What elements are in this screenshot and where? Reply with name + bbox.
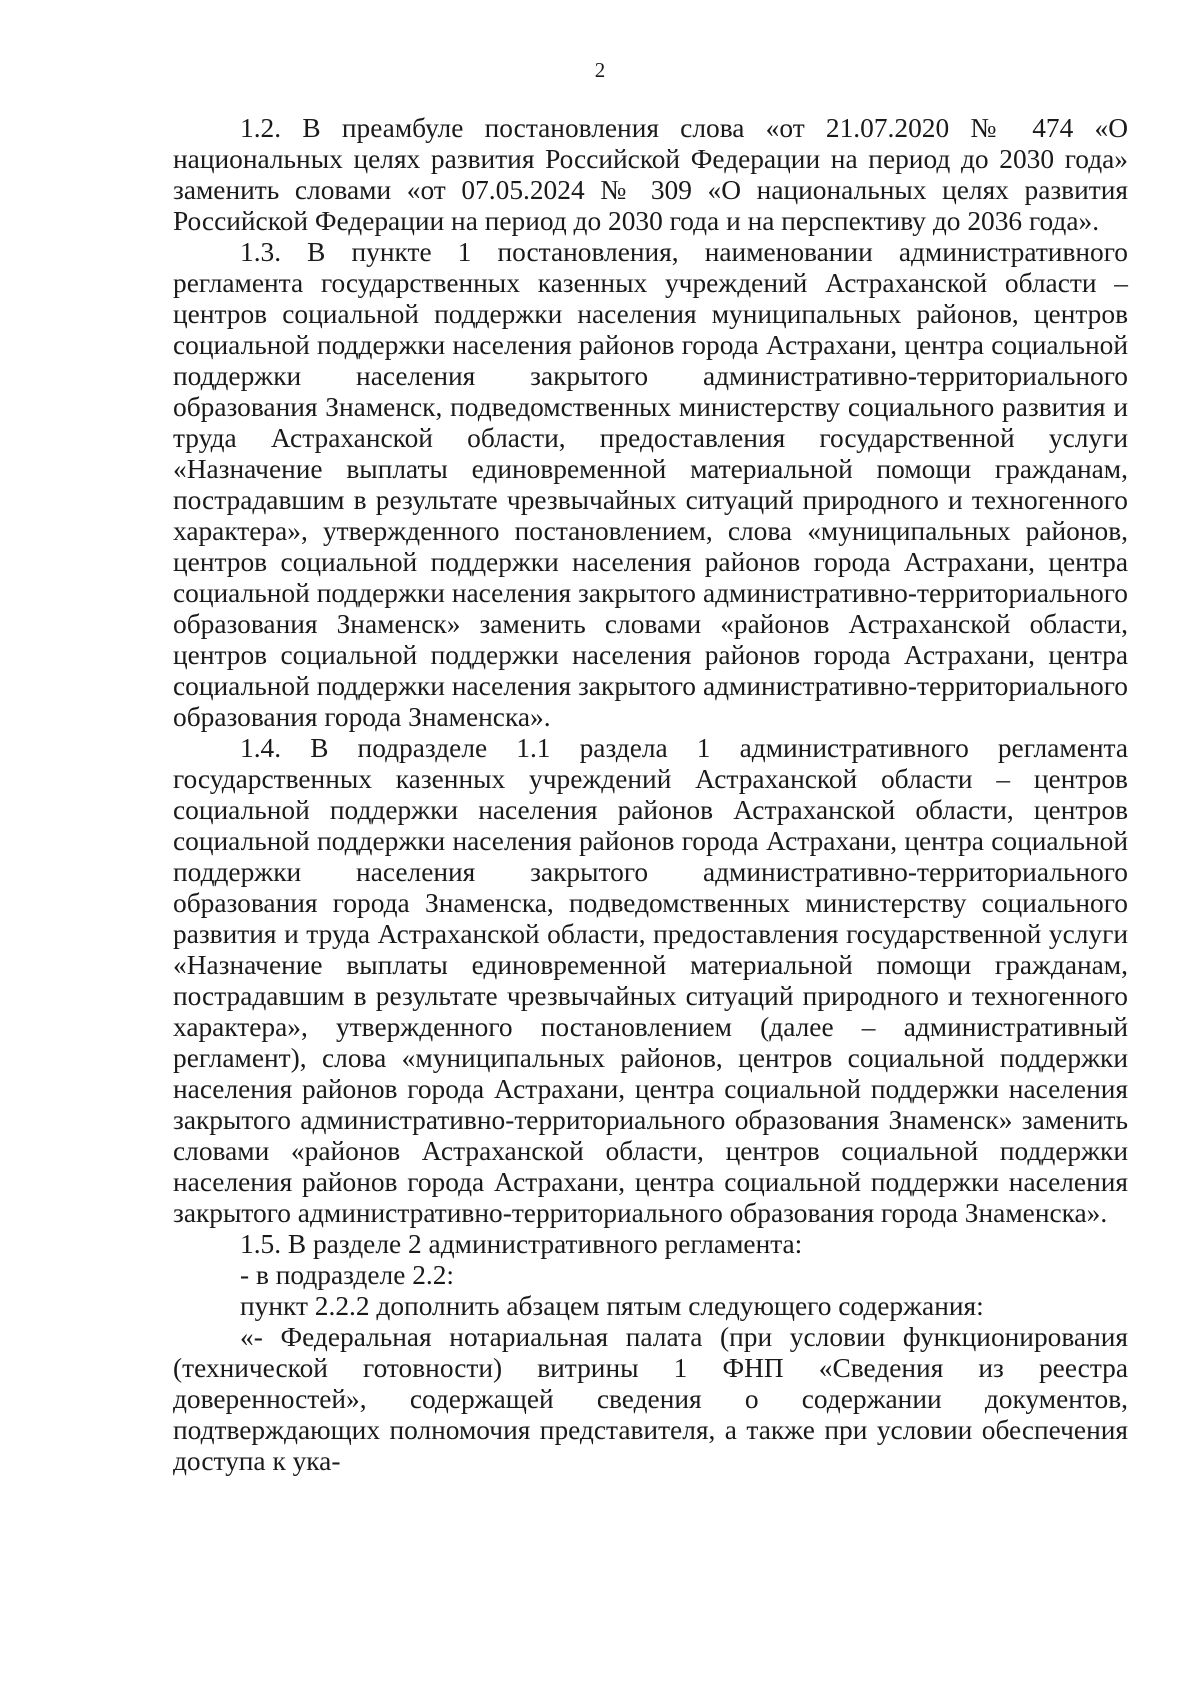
paragraph-notary-chamber: «- Федеральная нотариальная палата (при условии функционирования (технической готовности) витрины 1 ФНП «Сведения из реестра доверенностей», содержащей сведения о содержании документов, подтверждающих полномочия представителя, а также при условии обеспечения доступа к ука- <box>173 1322 1128 1476</box>
paragraph-1-3: 1.3. В пункте 1 постановления, наименовании административного регламента государственных казенных учреждений Астраханской области – центров социальной поддержки населения муниципальных районов, центров социальной поддержки населения районов города Астрахани, центра социальной поддержки населения закрытого административно-территориального образования Знаменск, подведомственных министерству социального развития и труда Астраханской области, предоставления государственной услуги «Назначение выплаты единовременной материальной помощи гражданам, пострадавшим в результате чрезвычайных ситуаций природного и техногенного характера», утвержденного постановлением, слова «муниципальных районов, центров социальной поддержки населения районов города Астрахани, центра социальной поддержки населения закрытого административно-территориального образования Знаменск» заменить словами «районов Астраханской области, центров социальной поддержки населения районов города Астрахани, центра социальной поддержки населения закрытого административно-территориального образования города Знаменска». <box>173 237 1128 732</box>
paragraph-1-4: 1.4. В подразделе 1.1 раздела 1 административного регламента государственных казенных учреждений Астраханской области – центров социальной поддержки населения районов Астраханской области, центров социальной поддержки населения районов города Астрахани, центра социальной поддержки населения закрытого административно-территориального образования города Знаменска, подведомственных министерству социального развития и труда Астраханской области, предоставления государственной услуги «Назначение выплаты единовременной материальной помощи гражданам, пострадавшим в результате чрезвычайных ситуаций природного и техногенного характера», утвержденного постановлением (далее – административный регламент), слова «муниципальных районов, центров социальной поддержки населения районов города Астрахани, центра социальной поддержки населения закрытого административно-территориального образования Знаменск» заменить словами «районов Астраханской области, центров социальной поддержки населения районов города Астрахани, центра социальной поддержки населения закрытого административно-территориального образования города Знаменска». <box>173 733 1128 1228</box>
paragraph-item-2-2-2: пункт 2.2.2 дополнить абзацем пятым следующего содержания: <box>240 1291 984 1321</box>
paragraph-subsection-2-2: - в подразделе 2.2: <box>240 1260 455 1290</box>
paragraph-1-2: 1.2. В преамбуле постановления слова «от 21.07.2020 № 474 «О национальных целях развития Российской Федерации на период до 2030 года» заменить словами «от 07.05.2024 № 309 «О национальных целях развития Российской Федерации на период до 2030 года и на перспективу до 2036 года». <box>173 113 1128 236</box>
document-body <box>173 113 1128 1477</box>
paragraph-1-5: 1.5. В разделе 2 административного регламента: <box>240 1229 803 1259</box>
page-number: 2 <box>594 58 606 82</box>
